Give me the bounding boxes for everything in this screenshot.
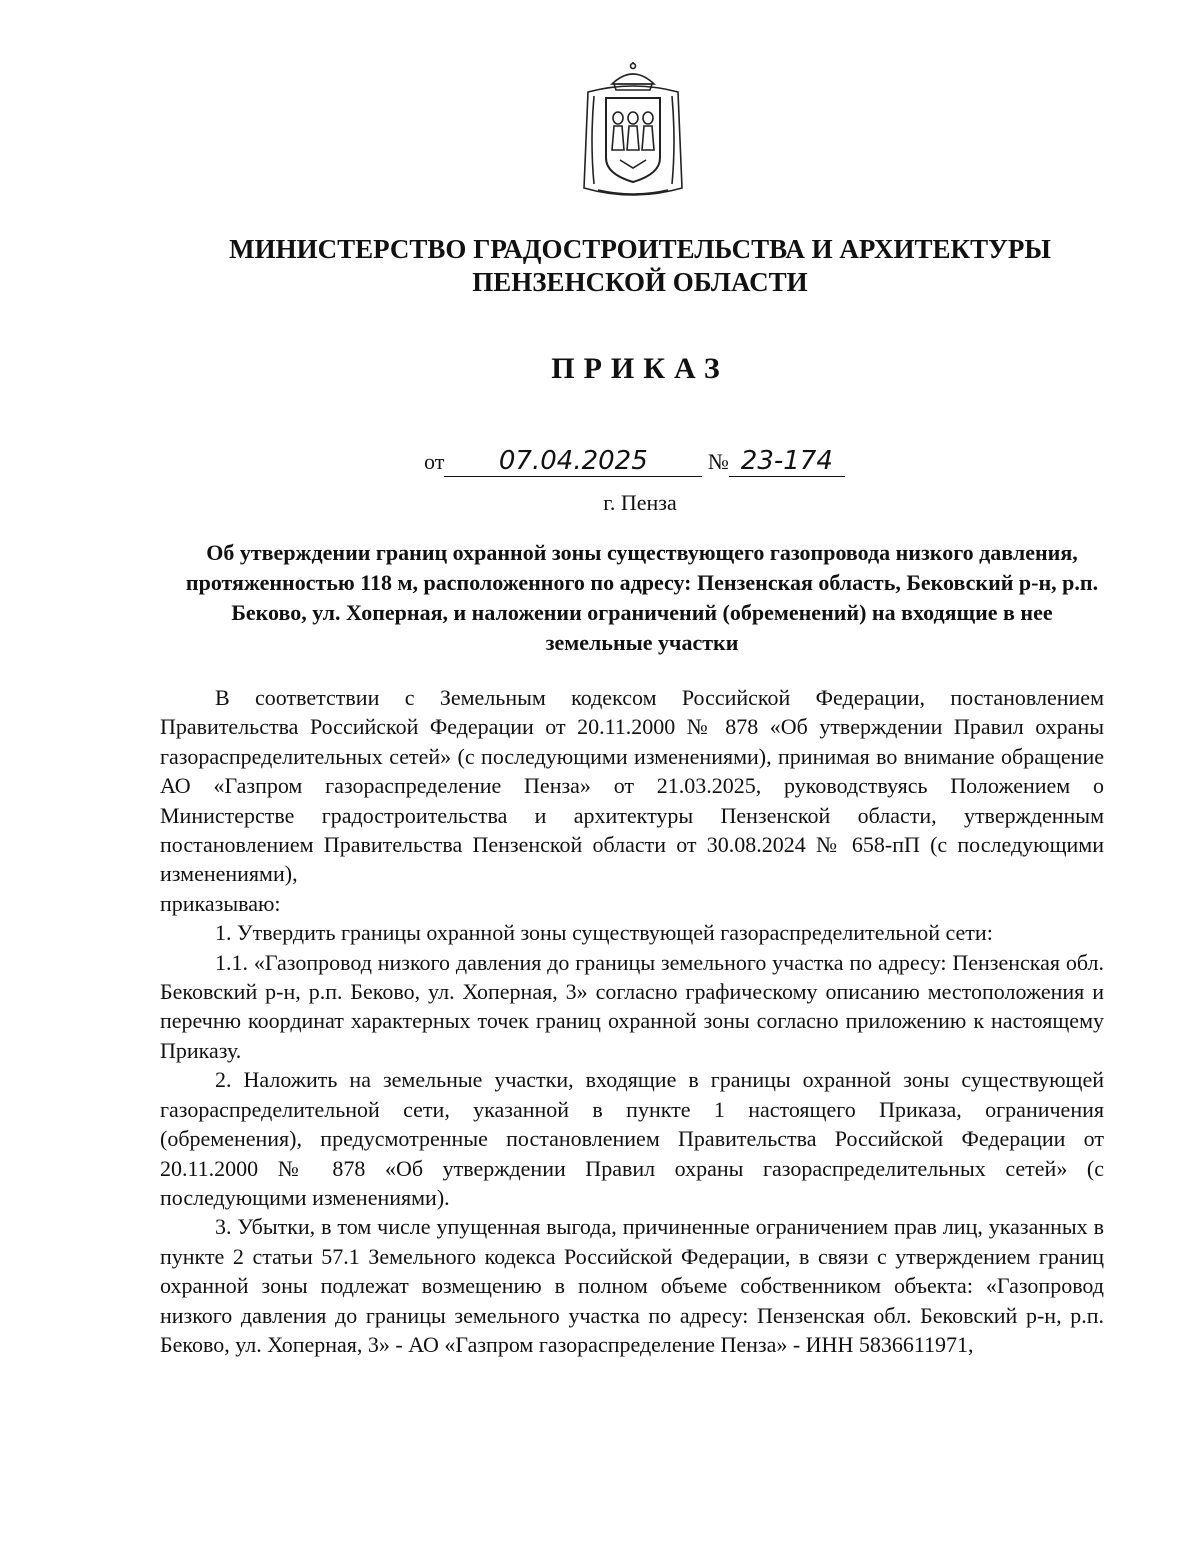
number-prefix: № [707,449,729,474]
number-field: 23-174 [729,446,845,477]
date-field: 07.04.2025 [444,446,702,477]
document-type-title: ПРИКАЗ [551,352,729,385]
date-prefix: от [424,449,445,474]
order-word: приказываю: [160,890,281,916]
ministry-name-line1: МИНИСТЕРСТВО ГРАДОСТРОИТЕЛЬСТВА И АРХИТЕКТУРЫ [229,234,1051,264]
preamble-paragraph: В соответствии с Земельным кодексом Российской Федерации, постановлением Правительства Российской Федерации от 20.11.2000 № 878 «Об утверждении Правил охраны газораспределительных сетей» (с последующими изменениями), принимая во внимание обращение АО «Газпром газораспределение Пенза» от 21.03.2025, руководствуясь Положением о Министерстве градостроительства и архитектуры Пензенской области, утвержденным постановлением Правительства Пензенской области от 30.08.2024 № 658-пП (с последующими изменениями), [160,685,1104,887]
clause-2: 2. Наложить на земельные участки, входящие в границы охранной зоны существующей газораспределительной сети, указанной в пункте 1 настоящего Приказа, ограничения (обременения), предусмотренные постановлением Правительства Российской Федерации от 20.11.2000 № 878 «Об утверждении Правил охраны газораспределительных сетей» (с последующими изменениями). [160,1067,1104,1210]
date-number-line [424,446,845,477]
clause-1: 1. Утвердить границы охранной зоны существующей газораспределительной сети: [215,920,993,946]
clause-1-1: 1.1. «Газопровод низкого давления до границы земельного участка по адресу: Пензенская обл. Бековский р-н, р.п. Беково, ул. Хоперная, 3» согласно графическому описанию местоположения и перечню координат характерных точек границ охранной зоны согласно приложению к настоящему Приказу. [160,949,1104,1063]
document-heading: Об утверждении границ охранной зоны существующего газопровода низкого давления, протяженностью 118 м, расположенного по адресу: Пензенская область, Бековский р-н, р.п. Беково, ул. Хоперная, и наложении ограничений (обременений) на входящие в нее земельные участки [185,540,1099,655]
city-name: г. Пенза [603,490,677,515]
clause-3: 3. Убытки, в том числе упущенная выгода, причиненные ограничением прав лиц, указанных в пункте 2 статьи 57.1 Земельного кодекса Российской Федерации, в связи с утверждением границ охранной зоны подлежат возмещению в полном объеме собственником объекта: «Газопровод низкого давления до границы земельного участка по адресу: Пензенская обл. Бековский р-н, р.п. Беково, ул. Хоперная, 3» - АО «Газпром газораспределение Пенза» - ИНН 5836611971, [160,1214,1104,1357]
document-body [160,683,1104,1359]
ministry-name-line2: ПЕНЗЕНСКОЙ ОБЛАСТИ [472,267,808,297]
coat-of-arms-emblem [578,62,688,202]
